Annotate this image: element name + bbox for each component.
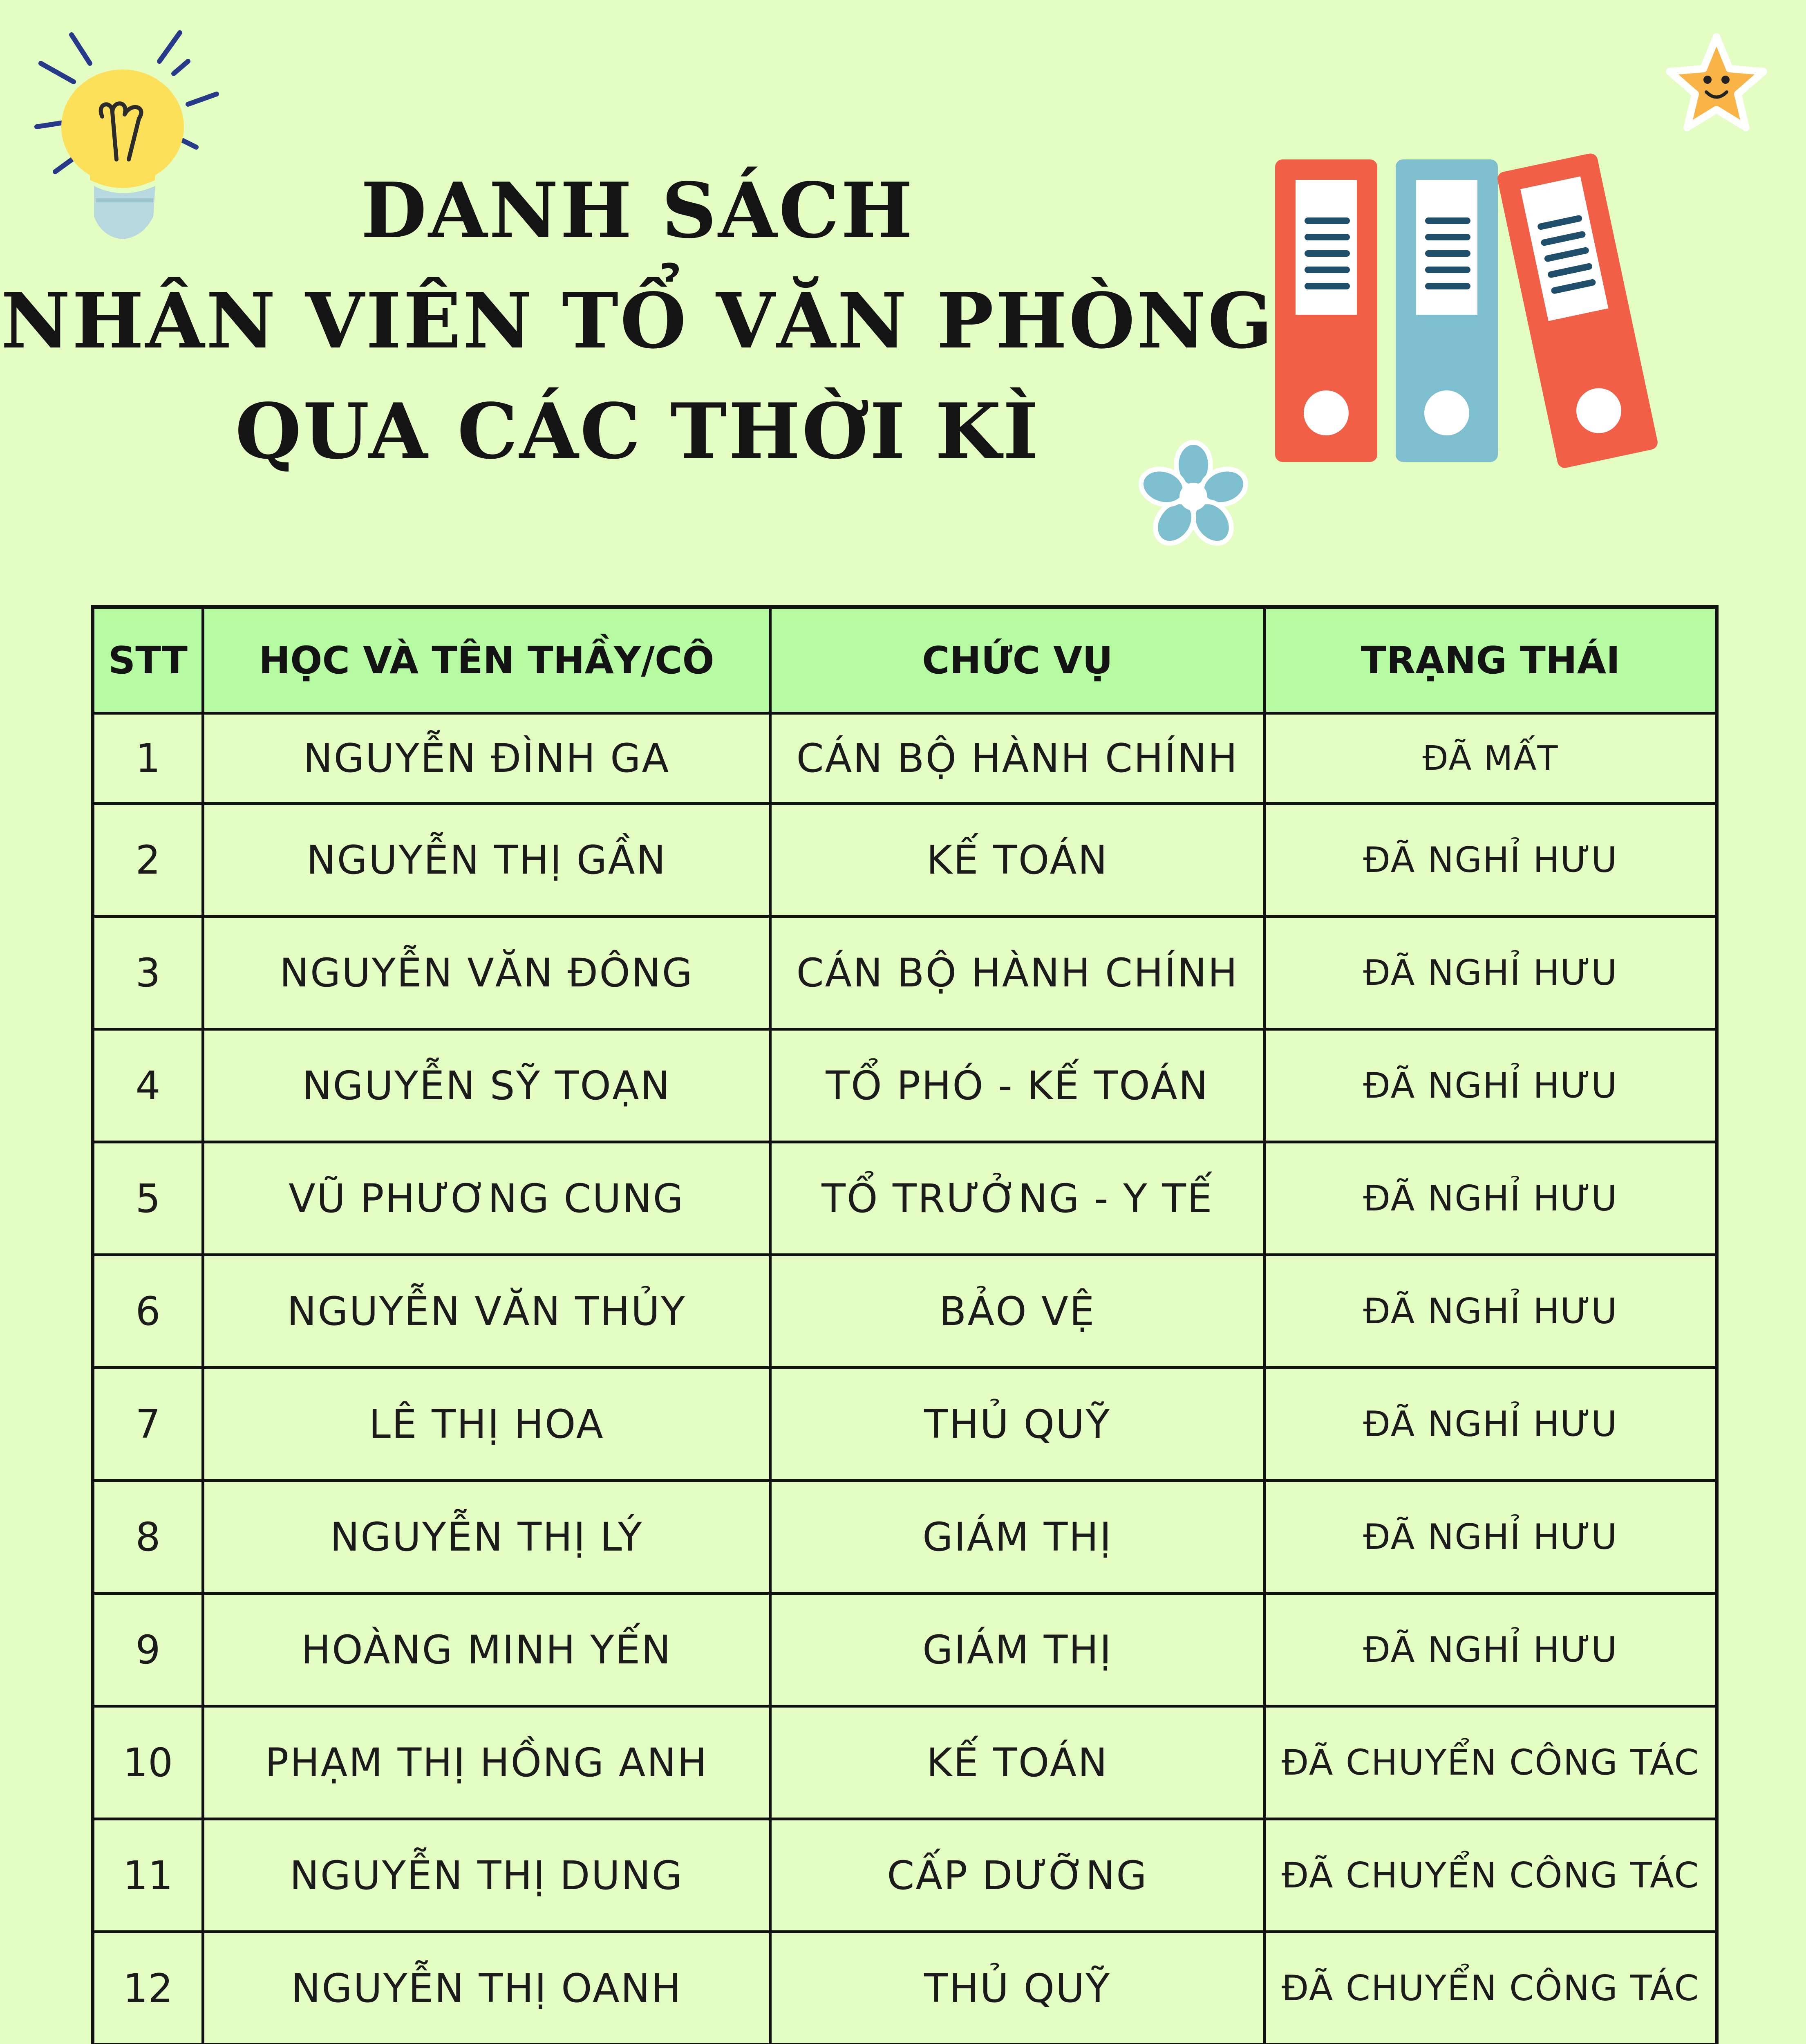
- table-row: [93, 1819, 1717, 1932]
- cell-position: KẾ TOÁN: [770, 804, 1265, 917]
- cell-status: ĐÃ MẤT: [1265, 713, 1717, 804]
- cell-position: GIÁM THỊ: [770, 1594, 1265, 1706]
- cell-name: NGUYỄN THỊ GẦN: [203, 804, 770, 917]
- cell-status: ĐÃ NGHỈ HƯU: [1265, 1481, 1717, 1594]
- cell-stt: 4: [93, 1029, 203, 1142]
- cell-status: ĐÃ CHUYỂN CÔNG TÁC: [1265, 1819, 1717, 1932]
- cell-position: KẾ TOÁN: [770, 1706, 1265, 1819]
- table-row: [93, 804, 1717, 917]
- table-row: [93, 1368, 1717, 1481]
- binders-icon: [1267, 147, 1676, 474]
- table-row: [93, 1029, 1717, 1142]
- cell-name: NGUYỄN THỊ DUNG: [203, 1819, 770, 1932]
- page-title: [0, 155, 1275, 486]
- cell-stt: 5: [93, 1142, 203, 1255]
- table-row: [93, 1594, 1717, 1706]
- table-row: [93, 1142, 1717, 1255]
- cell-status: ĐÃ NGHỈ HƯU: [1265, 1029, 1717, 1142]
- header-stt: STT: [93, 607, 203, 713]
- cell-position: THỦ QUỸ: [770, 1932, 1265, 2044]
- cell-position: THỦ QUỸ: [770, 1368, 1265, 1481]
- cell-position: CÁN BỘ HÀNH CHÍNH: [770, 917, 1265, 1029]
- cell-status: ĐÃ NGHỈ HƯU: [1265, 1594, 1717, 1706]
- cell-status: ĐÃ NGHỈ HƯU: [1265, 1255, 1717, 1368]
- cell-stt: 1: [93, 713, 203, 804]
- cell-name: NGUYỄN THỊ LÝ: [203, 1481, 770, 1594]
- cell-position: GIÁM THỊ: [770, 1481, 1265, 1594]
- cell-status: ĐÃ NGHỈ HƯU: [1265, 1142, 1717, 1255]
- cell-stt: 11: [93, 1819, 203, 1932]
- cell-position: CÁN BỘ HÀNH CHÍNH: [770, 713, 1265, 804]
- cell-stt: 3: [93, 917, 203, 1029]
- cell-position: BẢO VỆ: [770, 1255, 1265, 1368]
- title-line-2: NHÂN VIÊN TỔ VĂN PHÒNG: [1, 276, 1274, 365]
- cell-name: NGUYỄN VĂN ĐÔNG: [203, 917, 770, 1029]
- cell-stt: 8: [93, 1481, 203, 1594]
- cell-status: ĐÃ NGHỈ HƯU: [1265, 804, 1717, 917]
- cell-stt: 2: [93, 804, 203, 917]
- cell-name: HOÀNG MINH YẾN: [203, 1594, 770, 1706]
- cell-name: NGUYỄN SỸ TOẠN: [203, 1029, 770, 1142]
- cell-status: ĐÃ NGHỈ HƯU: [1265, 1368, 1717, 1481]
- table-header-row: [93, 607, 1717, 713]
- cell-position: TỔ PHÓ - KẾ TOÁN: [770, 1029, 1265, 1142]
- cell-name: PHẠM THỊ HỒNG ANH: [203, 1706, 770, 1819]
- cell-status: ĐÃ NGHỈ HƯU: [1265, 917, 1717, 1029]
- header-status: TRẠNG THÁI: [1265, 607, 1717, 713]
- cell-name: VŨ PHƯƠNG CUNG: [203, 1142, 770, 1255]
- cell-name: LÊ THỊ HOA: [203, 1368, 770, 1481]
- cell-status: ĐÃ CHUYỂN CÔNG TÁC: [1265, 1706, 1717, 1819]
- table-row: [93, 917, 1717, 1029]
- staff-table-container: [91, 605, 1715, 2044]
- cell-name: NGUYỄN ĐÌNH GA: [203, 713, 770, 804]
- table-row: [93, 1481, 1717, 1594]
- table-row: [93, 1932, 1717, 2044]
- cell-stt: 7: [93, 1368, 203, 1481]
- header-position: CHỨC VỤ: [770, 607, 1265, 713]
- cell-stt: 12: [93, 1932, 203, 2044]
- cell-position: CẤP DƯỠNG: [770, 1819, 1265, 1932]
- star-icon: [1659, 29, 1774, 143]
- cell-position: TỔ TRƯỞNG - Y TẾ: [770, 1142, 1265, 1255]
- cell-stt: 10: [93, 1706, 203, 1819]
- table-row: [93, 1255, 1717, 1368]
- title-line-1: DANH SÁCH: [360, 166, 915, 255]
- table-row: [93, 1706, 1717, 1819]
- cell-status: ĐÃ CHUYỂN CÔNG TÁC: [1265, 1932, 1717, 2044]
- cell-stt: 9: [93, 1594, 203, 1706]
- table-row: [93, 713, 1717, 804]
- header-name: HỌC VÀ TÊN THẦY/CÔ: [203, 607, 770, 713]
- cell-stt: 6: [93, 1255, 203, 1368]
- title-line-3: QUA CÁC THỜI KÌ: [235, 386, 1040, 476]
- cell-name: NGUYỄN THỊ OANH: [203, 1932, 770, 2044]
- staff-table: [91, 605, 1719, 2044]
- cell-name: NGUYỄN VĂN THỦY: [203, 1255, 770, 1368]
